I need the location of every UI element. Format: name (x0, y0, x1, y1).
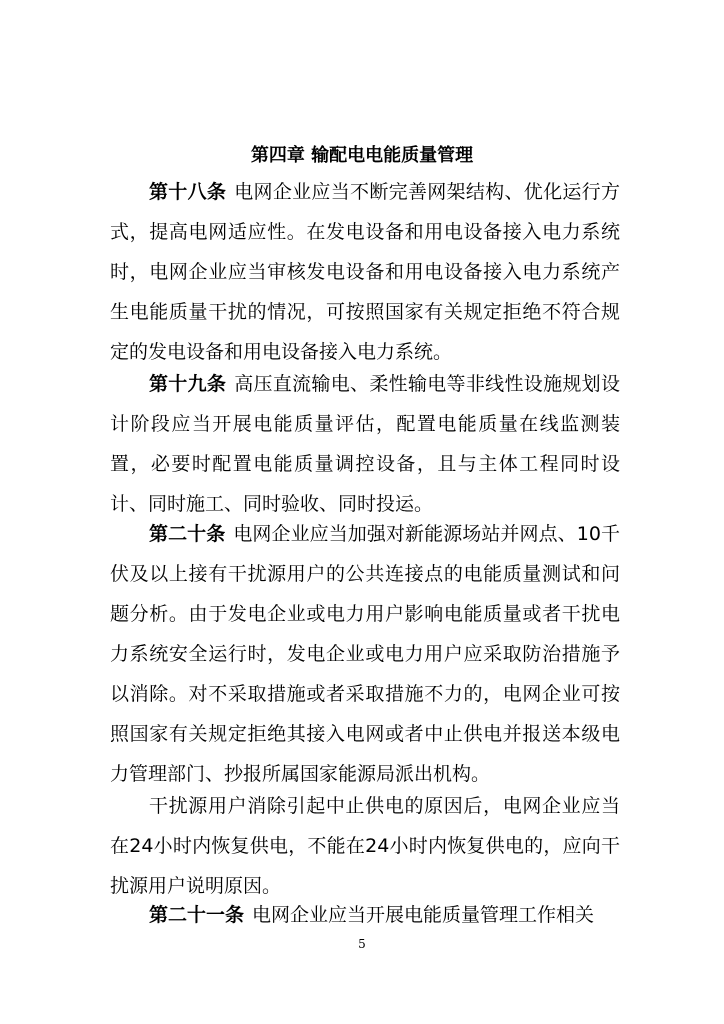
article-20-number: 第二十条 (149, 523, 226, 545)
article-20-paragraph (110, 514, 620, 794)
article-20-text: 电网企业应当加强对新能源场站并网点、10千伏及以上接有干扰源用户的公共连接点的电能质量测试和问题分析。由于发电企业或电力用户影响电能质量或者干扰电力系统安全运行时，发电企业或电力用户应采取防治措施予以消除。对不采取措施或者采取措施不力的，电网企业可按照国家有关规定拒绝其接入电网或者中止供电并报送本级电力管理部门、抄报所属国家能源局派出机构。 (110, 523, 620, 785)
article-21-number: 第二十一条 (149, 904, 245, 926)
article-20-continuation-text: 干扰源用户消除引起中止供电的原因后，电网企业应当在24小时内恢复供电，不能在24小时内恢复供电的，应向干扰源用户说明原因。 (110, 795, 620, 897)
article-18-paragraph (110, 172, 620, 372)
article-19-paragraph (110, 364, 620, 524)
page-number: 5 (358, 937, 366, 951)
article-20-continuation-paragraph (110, 786, 620, 906)
article-19-number: 第十九条 (149, 373, 227, 395)
article-21-paragraph (110, 895, 620, 935)
article-18-text: 电网企业应当不断完善网架结构、优化运行方式，提高电网适应性。在发电设备和用电设备接入电力系统时，电网企业应当审核发电设备和用电设备接入电力系统产生电能质量干扰的情况，可按照国家有关规定拒绝不符合规定的发电设备和用电设备接入电力系统。 (110, 181, 620, 363)
article-21-text: 电网企业应当开展电能质量管理工作相关 (252, 904, 595, 926)
article-19-text: 高压直流输电、柔性输电等非线性设施规划设计阶段应当开展电能质量评估，配置电能质量在线监测装置，必要时配置电能质量调控设备，且与主体工程同时设计、同时施工、同时验收、同时投运。 (110, 373, 620, 515)
chapter-title: 第四章 输配电电能质量管理 (250, 145, 474, 166)
article-18-number: 第十八条 (149, 181, 227, 203)
